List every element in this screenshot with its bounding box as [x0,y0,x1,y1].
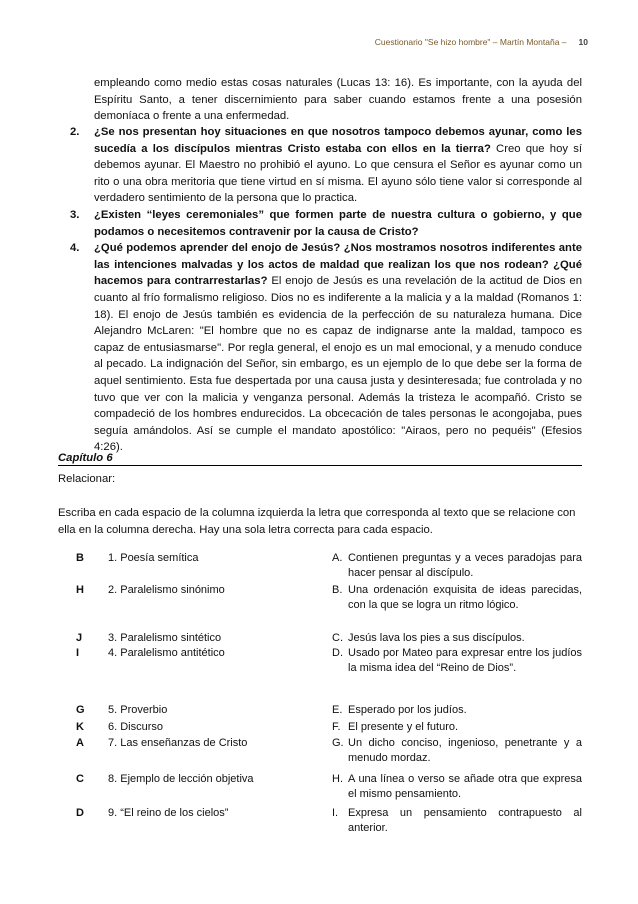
answer-text: Creo que hoy sí debemos ayunar. El Maestro no prohibió el ayuno. Lo que censura el Señor es ayunar como un rito o una obra meritoria que tiene virtud en sí misma. El ayuno sólo tiene valor si corresponde al verdadero sentimiento de la persona que lo practica. [94,142,582,205]
continuation-paragraph: empleando como medio estas cosas naturales (Lucas 13: 16). Es importante, con la ayuda del Espíritu Santo, a tener discernimiento para saber cuando estamos frente a una posesión demoníaca o frente a una enfermedad. [94,77,582,123]
section-label: Relacionar: [58,473,116,485]
answer-letter: K [76,721,84,733]
answer-letter: B [76,552,84,564]
right-letter: B. [332,584,343,596]
left-term: 5. Proverbio [108,704,168,716]
answer-letter: H [76,584,84,596]
right-letter: A. [332,552,343,564]
answer-letter: C [76,773,84,785]
question-number: 2. [70,126,80,138]
right-text: Contienen preguntas y a veces paradojas para hacer pensar al discípulo. [348,552,582,580]
right-text: Esperado por los judíos. [348,704,467,716]
matching-row [58,806,582,838]
left-term: 3. Paralelismo sintético [108,632,222,644]
question-item [58,207,582,240]
right-text: El presente y el futuro. [348,721,459,733]
chapter-heading: Capítulo 6 [58,452,582,466]
right-letter: G. [332,737,344,749]
right-letter: C. [332,632,343,644]
right-text: Un dicho conciso, ingenioso, penetrante y a menudo mordaz. [348,737,582,765]
right-text: Una ordenación exquisita de ideas parecidas, con la que se logra un ritmo lógico. [348,584,582,612]
right-text: A una línea o verso se añade otra que expresa el mismo pensamiento. [348,773,582,801]
matching-row [58,772,582,806]
question-item [58,240,582,456]
left-term: 9. “El reino de los cielos” [108,807,229,819]
left-term: 7. Las enseñanzas de Cristo [108,737,248,749]
left-term: 2. Paralelismo sinónimo [108,584,225,596]
right-letter: F. [332,721,341,733]
right-text: Usado por Mateo para expresar entre los judíos la misma idea del “Reino de Dios”. [348,647,582,675]
matching-table [58,551,582,838]
page-header [375,37,588,47]
left-term: 1. Poesía semítica [108,552,199,564]
instructions: Escriba en cada espacio de la columna izquierda la letra que corresponda al texto que se relacione con ella en la columna derecha. Hay una sola letra correcta para cada espacio. [58,507,576,536]
matching-row [58,703,582,720]
header-title: Cuestionario "Se hizo hombre" – Martín Montaña – [374,37,567,47]
question-text: ¿Existen “leyes ceremoniales” que formen parte de nuestra cultura o gobierno, y que podamos o necesitemos contravenir por la causa de Cristo? [94,208,582,238]
right-letter: E. [332,704,343,716]
matching-row [58,583,582,631]
answer-letter: J [76,632,83,644]
question-number: 3. [70,208,80,221]
matching-row [58,736,582,772]
answer-letter: I [76,647,80,659]
matching-row [58,646,582,703]
page-number: 10 [578,37,588,47]
right-letter: I. [332,807,339,819]
left-term: 4. Paralelismo antitético [108,647,225,659]
answer-letter: G [76,704,85,716]
answer-text: El enojo de Jesús es una revelación de la actitud de Dios en cuanto al frío formalismo religioso. Dios no es indiferente a la malicia y a la maldad (Romanos 1: 18). El enojo de Jesús también es evidencia de la perfección de su naturaleza humana. Dice Alejandro McLaren: "El hombre que no es capaz de indignarse ante la maldad, tampoco es capaz de entusiasmarse". Por regla general, el enojo es un mal emocional, y a menudo conduce al pecado. La indignación del Señor, sin embargo, es un ejemplo de lo que debe ser la forma de aquel sentimiento. Esta fue despertada por una causa justa y desinteresada; fue controlada y no tuvo que ver con la malicia y venganza personal. Además la tristeza le acompañó. Cristo se compadeció de los hombres endurecidos. La obcecación de tales personas le acongojaba, pues seguía amándolos. Así se cumple el mandato apostólico: "Airaos, pero no pequéis" (Efesios 4:26). [94,275,582,454]
right-letter: H. [332,773,343,785]
question-number: 4. [70,242,80,255]
matching-row [58,720,582,736]
question-text: ¿Qué podemos aprender del enojo de Jesús? ¿Nos mostramos nosotros indiferentes ante las intenciones malvadas y los actos de maldad que realizan los que nos rodean? ¿Qué hacemos para contrarrestarlas? [94,242,582,288]
left-term: 8. Ejemplo de lección objetiva [108,773,254,785]
answer-letter: A [76,737,84,749]
matching-row [58,631,582,646]
matching-row [58,551,582,583]
left-term: 6. Discurso [108,721,164,733]
right-letter: D. [332,647,343,659]
right-text: Jesús lava los pies a sus discípulos. [348,632,525,644]
question-text: ¿Se nos presentan hoy situaciones en que nosotros tampoco debemos ayunar, como les sucedía a los discípulos mientras Cristo estaba con ellos en la tierra? [94,126,582,155]
question-list [58,124,582,456]
right-text: Expresa un pensamiento contrapuesto al anterior. [348,807,582,835]
answer-letter: D [76,807,84,819]
question-item [58,124,582,207]
